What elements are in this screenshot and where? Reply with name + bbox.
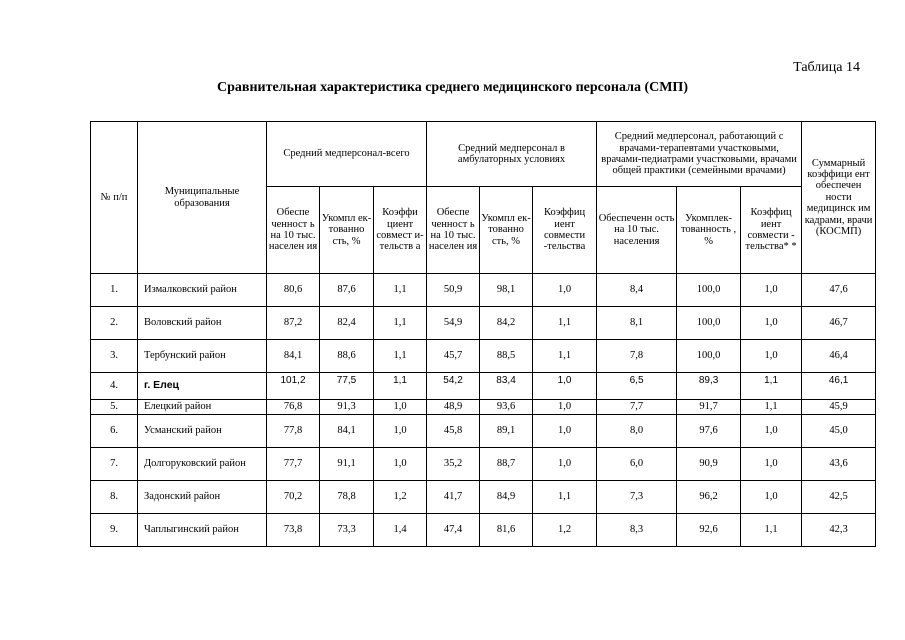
table-row <box>91 415 876 448</box>
row-value: 7,7 <box>597 400 677 415</box>
table-row <box>91 481 876 514</box>
table-row <box>91 274 876 307</box>
row-value: 1,0 <box>741 274 802 307</box>
row-value: 93,6 <box>480 400 533 415</box>
row-value: 81,6 <box>480 514 533 547</box>
header-g3-availability: Обеспеченн ость на 10 тыс. населения <box>597 187 677 274</box>
row-value: 91,3 <box>320 400 374 415</box>
row-municipality: Тербунский район <box>138 340 267 373</box>
row-value: 100,0 <box>677 307 741 340</box>
row-value: 54,9 <box>427 307 480 340</box>
row-value: 100,0 <box>677 340 741 373</box>
row-value: 101,2 <box>267 373 320 400</box>
row-value: 8,3 <box>597 514 677 547</box>
row-value: 46,4 <box>802 340 876 373</box>
row-value: 7,8 <box>597 340 677 373</box>
header-group-district: Средний медперсонал, работающий с врачами-терапевтами участковыми, врачами-педиатрами участковыми, врачами общей практики (семейными врачами) <box>597 122 802 187</box>
row-value: 6,0 <box>597 448 677 481</box>
row-value: 78,8 <box>320 481 374 514</box>
row-value: 47,6 <box>802 274 876 307</box>
table-number: Таблица 14 <box>793 60 860 75</box>
row-value: 1,0 <box>741 415 802 448</box>
row-municipality: Воловский район <box>138 307 267 340</box>
row-number: 2. <box>91 307 138 340</box>
table-row <box>91 514 876 547</box>
table-row <box>91 448 876 481</box>
header-g3-coefficient: Коэффиц иент совмести - тельства* * <box>741 187 802 274</box>
row-value: 87,2 <box>267 307 320 340</box>
row-number: 8. <box>91 481 138 514</box>
row-number: 7. <box>91 448 138 481</box>
header-kosmp: Суммарный коэффици ент обеспечен ности медицинск им кадрами, врачи (КОСМП) <box>802 122 876 274</box>
row-number: 9. <box>91 514 138 547</box>
row-value: 77,5 <box>320 373 374 400</box>
row-value: 73,8 <box>267 514 320 547</box>
row-municipality: Задонский район <box>138 481 267 514</box>
row-value: 88,6 <box>320 340 374 373</box>
row-value: 1,0 <box>374 400 427 415</box>
row-number: 1. <box>91 274 138 307</box>
header-g2-staffing: Укомпл ек- тованно сть, % <box>480 187 533 274</box>
row-municipality: Елецкий район <box>138 400 267 415</box>
row-value: 100,0 <box>677 274 741 307</box>
table-body <box>91 274 876 547</box>
row-municipality: Усманский район <box>138 415 267 448</box>
row-number: 5. <box>91 400 138 415</box>
header-g1-coefficient: Коэффи циент совмест и- тельств а <box>374 187 427 274</box>
header-g1-availability: Обеспе ченност ь на 10 тыс. населен ия <box>267 187 320 274</box>
medical-staff-table <box>90 121 876 547</box>
row-value: 1,1 <box>741 514 802 547</box>
row-value: 88,7 <box>480 448 533 481</box>
row-value: 1,1 <box>741 400 802 415</box>
table-title: Сравнительная характеристика среднего медицинского персонала (СМП) <box>217 80 688 95</box>
row-value: 1,1 <box>533 340 597 373</box>
row-value: 91,1 <box>320 448 374 481</box>
row-value: 1,0 <box>533 415 597 448</box>
row-value: 1,0 <box>533 400 597 415</box>
row-value: 1,0 <box>374 448 427 481</box>
row-value: 7,3 <box>597 481 677 514</box>
header-g1-staffing: Укомпл ек- тованно сть, % <box>320 187 374 274</box>
row-value: 1,0 <box>533 448 597 481</box>
row-municipality: г. Елец <box>138 373 267 400</box>
row-value: 47,4 <box>427 514 480 547</box>
row-number: 3. <box>91 340 138 373</box>
row-value: 80,6 <box>267 274 320 307</box>
row-value: 1,0 <box>741 307 802 340</box>
table-row <box>91 373 876 400</box>
row-value: 1,1 <box>533 481 597 514</box>
row-value: 73,3 <box>320 514 374 547</box>
row-value: 82,4 <box>320 307 374 340</box>
row-value: 84,2 <box>480 307 533 340</box>
row-value: 77,8 <box>267 415 320 448</box>
header-g2-coefficient: Коэффиц иент совмести -тельства <box>533 187 597 274</box>
row-value: 8,1 <box>597 307 677 340</box>
row-value: 1,1 <box>741 373 802 400</box>
row-value: 1,2 <box>374 481 427 514</box>
row-value: 96,2 <box>677 481 741 514</box>
row-value: 1,0 <box>533 274 597 307</box>
row-value: 84,9 <box>480 481 533 514</box>
row-municipality: Измалковский район <box>138 274 267 307</box>
row-value: 89,1 <box>480 415 533 448</box>
row-value: 89,3 <box>677 373 741 400</box>
row-value: 1,0 <box>741 340 802 373</box>
row-value: 1,0 <box>741 448 802 481</box>
row-value: 70,2 <box>267 481 320 514</box>
row-value: 1,0 <box>741 481 802 514</box>
row-value: 48,9 <box>427 400 480 415</box>
row-municipality: Долгоруковский район <box>138 448 267 481</box>
row-value: 84,1 <box>267 340 320 373</box>
row-value: 88,5 <box>480 340 533 373</box>
row-value: 8,4 <box>597 274 677 307</box>
row-value: 1,1 <box>533 307 597 340</box>
row-number: 6. <box>91 415 138 448</box>
row-value: 1,0 <box>533 373 597 400</box>
row-value: 42,3 <box>802 514 876 547</box>
row-municipality: Чаплыгинский район <box>138 514 267 547</box>
row-number: 4. <box>91 373 138 400</box>
row-value: 41,7 <box>427 481 480 514</box>
row-value: 45,8 <box>427 415 480 448</box>
header-num: № п/п <box>91 122 138 274</box>
row-value: 1,1 <box>374 373 427 400</box>
table-row <box>91 400 876 415</box>
header-municipality: Муниципальные образования <box>138 122 267 274</box>
row-value: 6,5 <box>597 373 677 400</box>
table-row <box>91 340 876 373</box>
row-value: 1,0 <box>374 415 427 448</box>
header-g2-availability: Обеспе ченност ь на 10 тыс. населен ия <box>427 187 480 274</box>
row-value: 45,7 <box>427 340 480 373</box>
row-value: 91,7 <box>677 400 741 415</box>
row-value: 1,4 <box>374 514 427 547</box>
row-value: 45,0 <box>802 415 876 448</box>
row-value: 1,1 <box>374 307 427 340</box>
row-value: 46,7 <box>802 307 876 340</box>
row-value: 90,9 <box>677 448 741 481</box>
row-value: 76,8 <box>267 400 320 415</box>
header-g3-staffing: Укомплек- тованность , % <box>677 187 741 274</box>
row-value: 46,1 <box>802 373 876 400</box>
row-value: 87,6 <box>320 274 374 307</box>
row-value: 45,9 <box>802 400 876 415</box>
header-group-ambulatory: Средний медперсонал в амбулаторных условиях <box>427 122 597 187</box>
row-value: 92,6 <box>677 514 741 547</box>
row-value: 83,4 <box>480 373 533 400</box>
row-value: 97,6 <box>677 415 741 448</box>
row-value: 77,7 <box>267 448 320 481</box>
row-value: 50,9 <box>427 274 480 307</box>
header-group-total: Средний медперсонал-всего <box>267 122 427 187</box>
table-row <box>91 307 876 340</box>
row-value: 42,5 <box>802 481 876 514</box>
row-value: 1,2 <box>533 514 597 547</box>
row-value: 43,6 <box>802 448 876 481</box>
row-value: 8,0 <box>597 415 677 448</box>
row-value: 1,1 <box>374 340 427 373</box>
row-value: 35,2 <box>427 448 480 481</box>
row-value: 84,1 <box>320 415 374 448</box>
row-value: 54,2 <box>427 373 480 400</box>
row-value: 98,1 <box>480 274 533 307</box>
row-value: 1,1 <box>374 274 427 307</box>
